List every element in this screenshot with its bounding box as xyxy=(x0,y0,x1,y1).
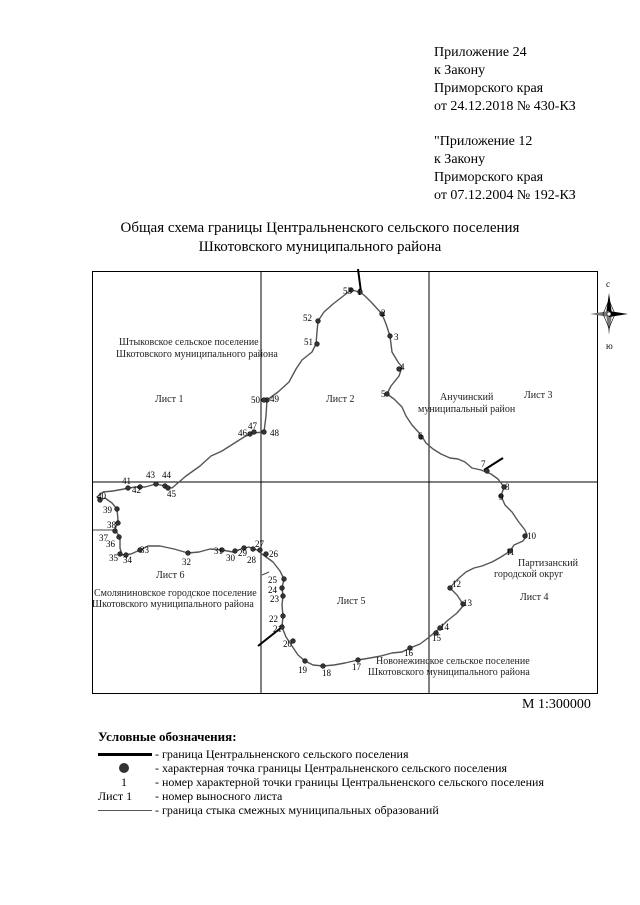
map-title-line1: Общая схема границы Центральненского сельского поселения xyxy=(120,220,520,236)
point-number: 10 xyxy=(527,531,536,541)
point-number: 31 xyxy=(214,546,223,556)
legend-item xyxy=(98,775,544,789)
header-line: Приморского края xyxy=(434,170,544,185)
sheet-label: Лист 6 xyxy=(156,570,185,581)
point-number: 12 xyxy=(452,579,461,589)
point-number: 38 xyxy=(107,520,116,530)
boundary-line-symbol xyxy=(98,747,152,761)
point-number: 40 xyxy=(97,491,106,501)
compass-south: ю xyxy=(606,341,613,351)
point-number: 26 xyxy=(269,549,278,559)
point-number: 6 xyxy=(418,431,423,441)
neighbor-label: городской округ xyxy=(494,569,564,580)
neighbor-label: Шкотовского муниципального района xyxy=(116,349,278,360)
point-number: 50 xyxy=(251,395,260,405)
point-number: 43 xyxy=(146,470,155,480)
point-number: 13 xyxy=(463,598,472,608)
boundary-point xyxy=(485,469,490,474)
point-number: 37 xyxy=(99,533,108,543)
neighbor-label: Шкотовского муниципального района xyxy=(368,667,530,678)
boundary-point xyxy=(126,486,131,491)
point-number: 36 xyxy=(106,539,115,549)
point-number: 51 xyxy=(304,337,313,347)
neighbor-label: муниципальный район xyxy=(418,404,516,415)
legend-text: - граница стыка смежных муниципальных образований xyxy=(155,803,439,817)
header-line: к Закону xyxy=(434,152,486,167)
point-number: 42 xyxy=(132,485,141,495)
legend-title: Условные обозначения: xyxy=(98,729,237,744)
legend-item xyxy=(98,803,439,817)
boundary-point xyxy=(282,577,287,582)
point-number: 7 xyxy=(481,459,486,469)
point-number: 3 xyxy=(394,332,399,342)
boundary-point xyxy=(281,594,286,599)
point-number: 8 xyxy=(505,482,510,492)
point-number: 24 xyxy=(268,585,277,595)
point-number: 33 xyxy=(140,545,149,555)
boundary-point xyxy=(316,319,321,324)
point-number: 22 xyxy=(269,614,278,624)
header-line: Приморского края xyxy=(434,81,544,96)
point-number: 2 xyxy=(381,308,386,318)
sheet-label: Лист 5 xyxy=(337,596,366,607)
legend-item xyxy=(98,747,409,761)
appendix-header xyxy=(434,44,576,205)
neighbor-label: Шкотовского муниципального района xyxy=(92,599,254,610)
neighbor-label: Партизанский xyxy=(518,558,578,569)
point-number: 46 xyxy=(238,428,247,438)
sheet-label: Лист 1 xyxy=(155,394,184,405)
point-number: 34 xyxy=(123,555,132,565)
point-number: 21 xyxy=(273,624,282,634)
boundary-point xyxy=(115,507,120,512)
map-title xyxy=(0,219,640,257)
neighbor-label: Анучинский xyxy=(440,392,494,403)
header-line: от 07.12.2004 № 192-КЗ xyxy=(434,188,576,203)
boundary-point xyxy=(281,614,286,619)
point-number: 4 xyxy=(400,362,405,372)
boundary-point xyxy=(315,342,320,347)
point-number: 39 xyxy=(103,505,112,515)
boundary-point xyxy=(116,521,121,526)
point-number: 1 xyxy=(357,287,362,297)
boundary-point xyxy=(186,551,191,556)
legend xyxy=(98,729,544,817)
point-number: 25 xyxy=(268,575,277,585)
point-number: 35 xyxy=(109,553,118,563)
boundary-point xyxy=(280,586,285,591)
legend-symbol-text: 1 xyxy=(121,775,127,789)
header-line: к Закону xyxy=(434,63,486,78)
point-number: 19 xyxy=(298,665,307,675)
point-number: 27 xyxy=(255,539,264,549)
legend-text: - номер характерной точки границы Центральненского сельского поселения xyxy=(155,775,544,789)
legend-text: - номер выносного листа xyxy=(155,789,283,803)
sheet-number-symbol xyxy=(98,789,152,803)
neighbor-label: Смоляниновское городское поселение xyxy=(94,588,257,599)
point-number: 47 xyxy=(248,421,257,431)
point-number: 17 xyxy=(352,662,361,672)
neighbor-label: Штыковское сельское поселение xyxy=(119,337,259,348)
point-number: 49 xyxy=(270,394,279,404)
point-number: 41 xyxy=(122,476,131,486)
header-line: от 24.12.2018 № 430-КЗ xyxy=(434,99,576,114)
point-number: 29 xyxy=(238,548,247,558)
point-number: 15 xyxy=(432,633,441,643)
neighbor-label: Новонежинское сельское поселение xyxy=(376,656,530,667)
point-number: 9 xyxy=(499,492,504,502)
boundary-map xyxy=(92,271,613,695)
point-dot-icon xyxy=(98,761,152,775)
header-line: "Приложение 12 xyxy=(434,134,533,149)
map-scale: М 1:300000 xyxy=(522,697,591,712)
compass-north: с xyxy=(606,279,610,289)
point-number: 16 xyxy=(404,648,413,658)
sheet-label: Лист 4 xyxy=(520,592,549,603)
legend-text: - граница Центральненского сельского поселения xyxy=(155,747,409,761)
point-number: 20 xyxy=(283,639,292,649)
point-number: 11 xyxy=(506,547,515,557)
point-number: 18 xyxy=(322,668,331,678)
point-number: 44 xyxy=(162,470,171,480)
point-number: 5 xyxy=(381,389,386,399)
header-line: Приложение 24 xyxy=(434,45,527,60)
point-number: 28 xyxy=(247,555,256,565)
point-number: 32 xyxy=(182,557,191,567)
point-number: 14 xyxy=(440,622,449,632)
boundary-point xyxy=(154,482,159,487)
legend-item xyxy=(98,789,283,803)
boundary-point xyxy=(303,659,308,664)
point-number-symbol xyxy=(98,775,152,789)
adjacent-line-symbol xyxy=(98,803,152,817)
boundary-point xyxy=(264,552,269,557)
legend-item xyxy=(98,761,508,775)
map-title-line2: Шкотовского муниципального района xyxy=(198,239,442,255)
sheet-label: Лист 3 xyxy=(524,390,553,401)
legend-text: - характерная точка границы Центральненского сельского поселения xyxy=(155,761,508,775)
point-number: 23 xyxy=(270,594,279,604)
point-number: 45 xyxy=(167,489,176,499)
legend-symbol-text: Лист 1 xyxy=(98,789,133,803)
point-number: 52 xyxy=(303,313,312,323)
sheet-label: Лист 2 xyxy=(326,394,355,405)
point-number: 30 xyxy=(226,553,235,563)
point-number: 48 xyxy=(270,428,279,438)
boundary-point xyxy=(118,552,123,557)
boundary-point xyxy=(262,430,267,435)
boundary-point xyxy=(262,398,267,403)
point-number: 53 xyxy=(343,286,352,296)
boundary-point xyxy=(388,334,393,339)
boundary-point xyxy=(117,535,122,540)
